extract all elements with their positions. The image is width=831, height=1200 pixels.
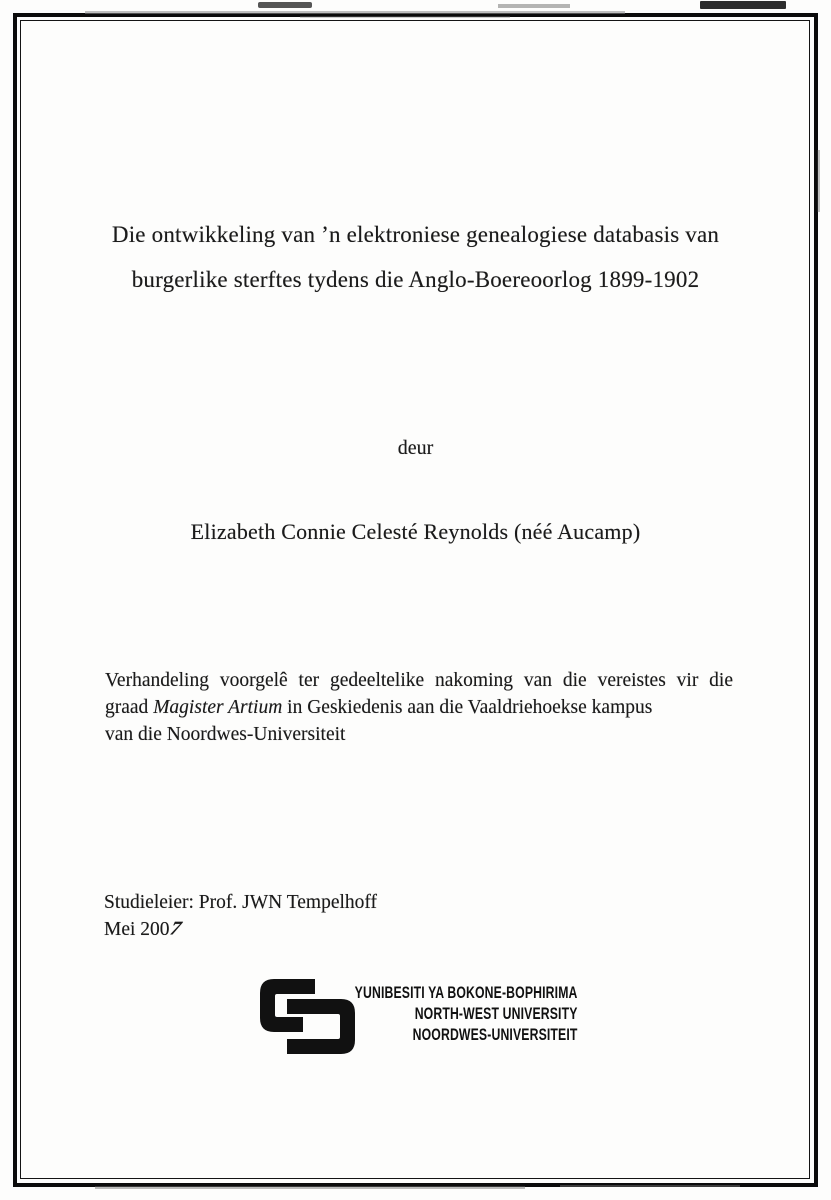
byline-label: deur (397, 437, 434, 459)
nwu-interlocking-links-icon (255, 977, 355, 1057)
scan-smudge (700, 1, 786, 9)
university-name-setswana: YUNIBESITI YA BOKONE-BOPHIRIMA (355, 983, 578, 1002)
degree-declaration (105, 667, 733, 748)
university-name-english: NORTH-WEST UNIVERSITY (415, 1004, 578, 1023)
thesis-title-line1: Die ontwikkeling van ’n elektroniese genealogiese databasis van (111, 222, 720, 247)
declaration-line2-post: in Geskiedenis aan die Vaaldriehoekse kampus (282, 697, 653, 718)
scan-smudge (258, 2, 312, 8)
declaration-line3: van die Noordwes-Universiteit (105, 724, 346, 745)
scan-smudge (498, 4, 570, 8)
university-name-afrikaans: NOORDWES-UNIVERSITEIT (413, 1025, 578, 1044)
supervisor-date-block (104, 890, 377, 943)
date-prefix: Mei 200 (104, 918, 170, 940)
declaration-line1: Verhandeling voorgelê ter gedeeltelike nakoming van die vereistes vir die (105, 670, 733, 691)
date-last-digit: 7 (165, 918, 185, 939)
declaration-line2-pre: graad (105, 697, 154, 718)
thesis-title (60, 212, 771, 302)
thesis-title-line2: burgerlike sterftes tydens die Anglo-Boereoorlog 1899-1902 (131, 267, 700, 292)
author-name: Elizabeth Connie Celesté Reynolds (néé Aucamp) (190, 519, 641, 544)
declaration-line2 (105, 694, 733, 721)
supervisor-line: Studieleier: Prof. JWN Tempelhoff (104, 892, 378, 913)
university-name-block (355, 982, 578, 1045)
degree-name: Magister Artium (153, 697, 283, 718)
date-line (104, 917, 377, 944)
